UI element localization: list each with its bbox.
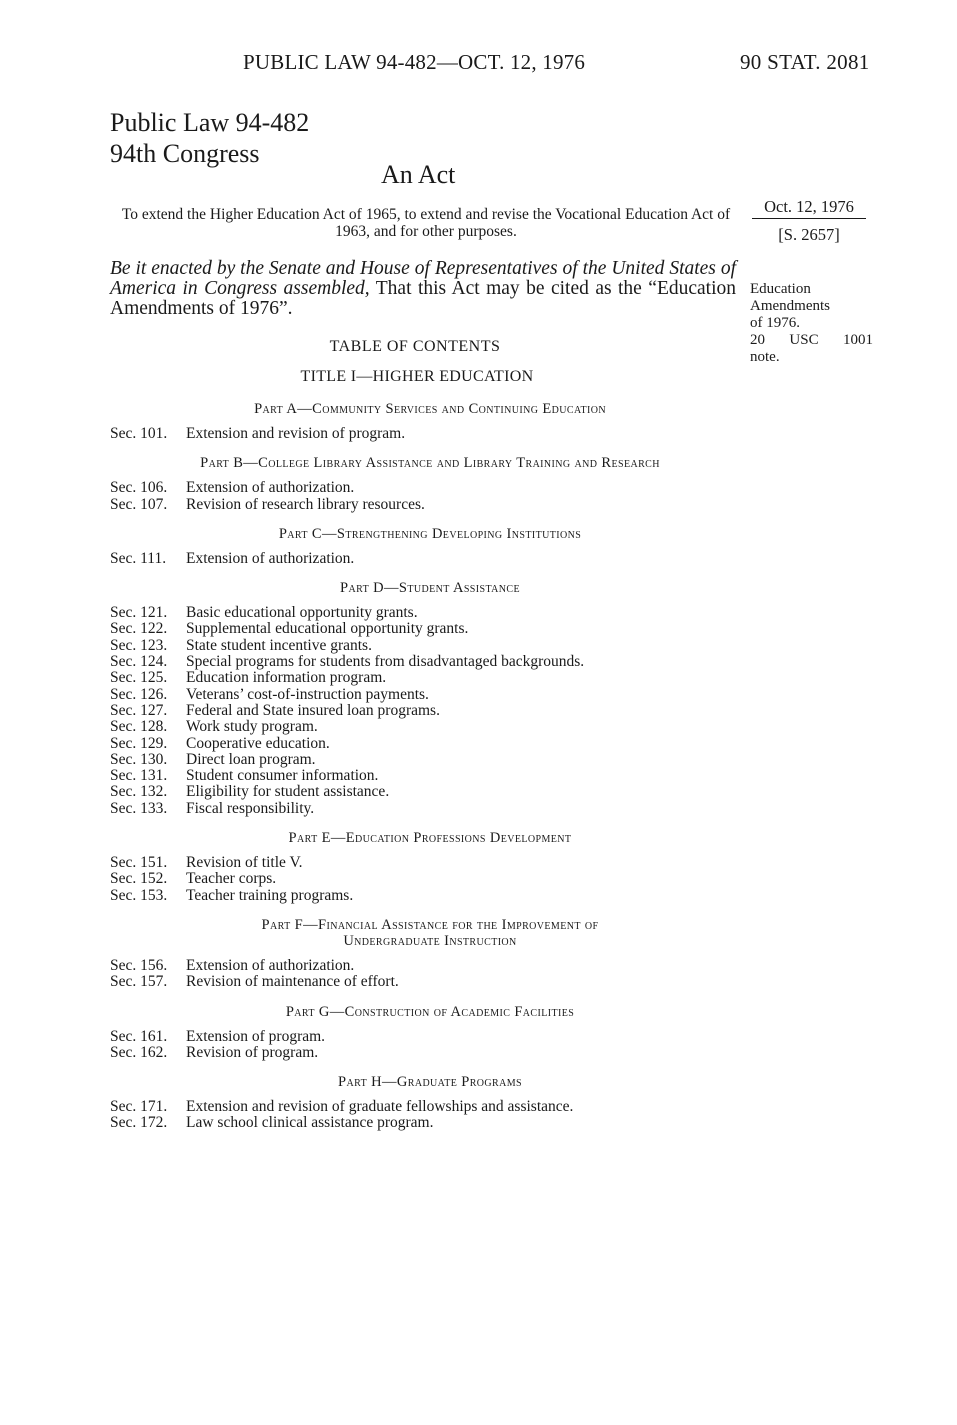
usc-section: 1001 xyxy=(843,332,873,348)
toc-section-row xyxy=(110,719,750,735)
toc-section-row xyxy=(110,784,750,800)
section-number: Sec. 125. xyxy=(110,669,168,687)
section-title: Cooperative education. xyxy=(186,734,330,752)
section-number: Sec. 121. xyxy=(110,604,168,622)
section-title: Extension and revision of graduate fellowships and assistance. xyxy=(186,1098,574,1116)
part-heading xyxy=(110,580,750,596)
part-heading xyxy=(110,917,750,949)
enacting-clause-roman: That this Act may be cited as the “Education Amendments of 1976”. xyxy=(110,278,736,319)
section-title: Revision of research library resources. xyxy=(186,495,425,513)
section-number: Sec. 172. xyxy=(110,1114,168,1132)
section-title: Extension and revision of program. xyxy=(186,425,406,442)
section-number: Sec. 123. xyxy=(110,636,168,654)
toc-section-row xyxy=(110,605,750,621)
margin-bill-number: [S. 2657] xyxy=(778,225,840,244)
toc-section-row xyxy=(110,670,750,686)
section-number: Sec. 161. xyxy=(110,1027,168,1045)
section-title: Extension of authorization. xyxy=(186,956,355,974)
toc-section-row xyxy=(110,480,750,496)
section-number: Sec. 126. xyxy=(110,685,168,703)
section-title: Education information program. xyxy=(186,669,387,687)
part-heading-line: Part D—Student Assistance xyxy=(340,580,520,597)
section-title: Direct loan program. xyxy=(186,750,316,768)
part-heading-line: Part C—Strengthening Developing Institutions xyxy=(278,525,582,542)
toc-section-row xyxy=(110,654,750,670)
toc-section-row xyxy=(110,958,750,974)
section-number: Sec. 153. xyxy=(110,886,168,904)
section-title: Special programs for students from disadvantaged backgrounds. xyxy=(186,653,585,671)
section-number: Sec. 111. xyxy=(110,549,167,567)
toc-section-row xyxy=(110,801,750,817)
running-head: PUBLIC LAW 94-482—OCT. 12, 1976 xyxy=(243,50,586,74)
law-identification xyxy=(110,107,309,169)
section-number: Sec. 131. xyxy=(110,767,168,785)
toc-section-row xyxy=(110,736,750,752)
part-heading-line: Part A—Community Services and Continuing Education xyxy=(254,401,606,417)
section-number: Sec. 132. xyxy=(110,783,168,801)
section-title: Revision of maintenance of effort. xyxy=(186,973,399,991)
section-number: Sec. 124. xyxy=(110,653,168,671)
section-number: Sec. 171. xyxy=(110,1098,168,1116)
toc-section-row xyxy=(110,1045,750,1061)
section-title: Law school clinical assistance program. xyxy=(186,1114,434,1132)
toc-section-row xyxy=(110,752,750,768)
section-title: Teacher training programs. xyxy=(186,886,354,904)
part-heading-line: Part E—Education Professions Development xyxy=(288,830,572,847)
section-title: Eligibility for student assistance. xyxy=(186,783,390,801)
part-heading-line: Part F—Financial Assistance for the Improvement of xyxy=(261,916,599,933)
toc-section-row xyxy=(110,1099,750,1115)
section-title: State student incentive grants. xyxy=(186,636,372,654)
margin-subject-line: of 1976. xyxy=(750,315,800,331)
toc-section-row xyxy=(110,974,750,990)
part-heading xyxy=(110,1074,750,1090)
toc-section-row xyxy=(110,426,750,442)
section-title: Extension of program. xyxy=(186,1027,326,1045)
part-heading-line: Part B—College Library Assistance and Library Training and Research xyxy=(200,455,660,472)
toc-section-row xyxy=(110,551,750,567)
enacting-clause xyxy=(110,259,736,319)
table-of-contents-heading: TABLE OF CONTENTS xyxy=(329,338,501,355)
toc-section-row xyxy=(110,621,750,637)
congress-number: 94th Congress xyxy=(110,139,260,168)
section-number: Sec. 151. xyxy=(110,854,168,872)
section-title: Veterans’ cost-of-instruction payments. xyxy=(186,685,429,703)
toc-section-row xyxy=(110,497,750,513)
toc-section-row xyxy=(110,871,750,887)
part-heading xyxy=(110,401,750,417)
section-number: Sec. 129. xyxy=(110,734,168,752)
section-title: Student consumer information. xyxy=(186,767,379,785)
section-title: Teacher corps. xyxy=(186,870,277,888)
usc-note-word: note. xyxy=(750,349,780,365)
toc-section-row xyxy=(110,703,750,719)
act-title: An Act xyxy=(381,160,456,189)
section-number: Sec. 156. xyxy=(110,956,168,974)
toc-section-row xyxy=(110,638,750,654)
section-title: Revision of program. xyxy=(186,1043,319,1061)
section-title: Extension of authorization. xyxy=(186,549,355,567)
section-number: Sec. 101. xyxy=(110,425,168,442)
toc-section-row xyxy=(110,888,750,904)
section-number: Sec. 157. xyxy=(110,973,168,991)
usc-title: 20 xyxy=(750,332,765,348)
section-title: Basic educational opportunity grants. xyxy=(186,604,418,622)
enacting-clause-italic: Be it enacted by the Senate and House of Representatives of the United States of America in Congress assembled, xyxy=(110,258,736,299)
section-number: Sec. 162. xyxy=(110,1043,168,1061)
section-number: Sec. 130. xyxy=(110,750,168,768)
part-heading xyxy=(110,1004,750,1020)
section-number: Sec. 127. xyxy=(110,701,168,719)
section-number: Sec. 106. xyxy=(110,479,168,497)
toc-section-row xyxy=(110,1029,750,1045)
section-title: Federal and State insured loan programs. xyxy=(186,701,440,719)
section-number: Sec. 128. xyxy=(110,718,168,736)
part-heading-line: Part G—Construction of Academic Facilities xyxy=(285,1003,575,1020)
part-heading xyxy=(110,526,750,542)
section-title: Extension of authorization. xyxy=(186,479,355,497)
usc-label: USC xyxy=(789,332,819,348)
statute-page-reference: 90 STAT. 2081 xyxy=(740,50,870,74)
section-title: Supplemental educational opportunity grants. xyxy=(186,620,469,638)
section-title: Revision of title V. xyxy=(186,854,303,872)
section-number: Sec. 152. xyxy=(110,870,168,888)
margin-date: Oct. 12, 1976 xyxy=(752,198,866,219)
part-heading xyxy=(110,830,750,846)
part-heading-line: Undergraduate Instruction xyxy=(343,932,517,949)
toc-section-row xyxy=(110,687,750,703)
part-heading-line: Part H—Graduate Programs xyxy=(338,1074,522,1091)
toc-section-row xyxy=(110,1115,750,1131)
title-heading: TITLE I—HIGHER EDUCATION xyxy=(300,368,534,385)
margin-subject-line: Amendments xyxy=(750,298,830,314)
section-number: Sec. 107. xyxy=(110,495,168,513)
table-of-contents xyxy=(110,398,750,1132)
margin-subject-line: Education xyxy=(750,281,811,297)
part-heading xyxy=(110,455,750,471)
section-title: Work study program. xyxy=(186,718,318,736)
toc-section-row xyxy=(110,768,750,784)
section-number: Sec. 122. xyxy=(110,620,168,638)
section-number: Sec. 133. xyxy=(110,799,168,817)
section-title: Fiscal responsibility. xyxy=(186,799,315,817)
toc-section-row xyxy=(110,855,750,871)
public-law-number: Public Law 94-482 xyxy=(110,108,310,137)
margin-subject-note xyxy=(750,281,830,332)
long-title: To extend the Higher Education Act of 1965, to extend and revise the Vocational Education Act of 1963, and for other purposes. xyxy=(121,206,731,240)
